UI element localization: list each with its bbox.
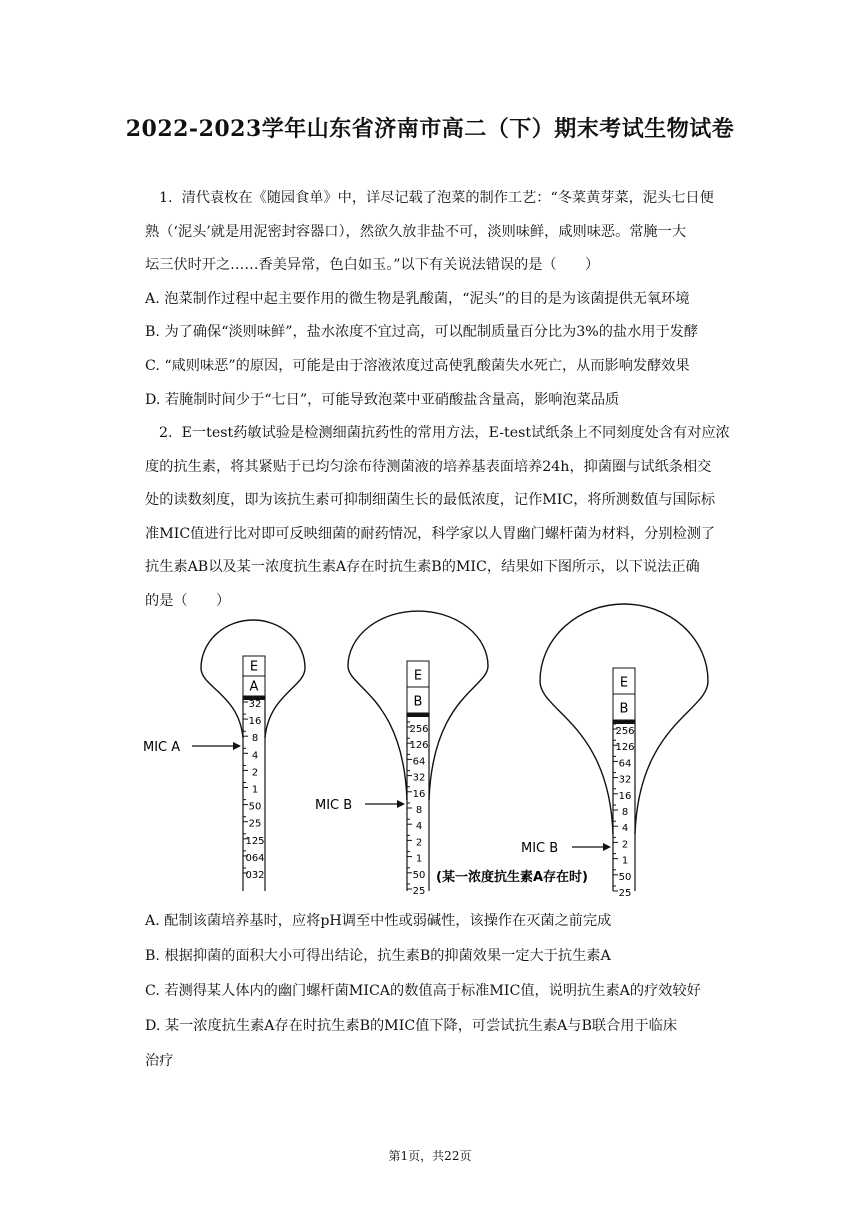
- tick-label: 2: [621, 839, 629, 851]
- option-c: C. “咸则味恶”的原因，可能是由于溶液浓度过高使乳酸菌失水死亡，从而影响发酵效果: [145, 357, 690, 374]
- strip-header-label: B: [619, 701, 629, 717]
- stem-line: E一test药敏试验是检测细菌抗药性的常用方法，E-test试纸条上不同刻度处含有对应浓: [181, 425, 730, 441]
- page-footer: 第1页，共22页: [388, 1149, 472, 1163]
- option-a: A. 泡菜制作过程中起主要作用的微生物是乳酸菌，“泥头”的目的是为该菌提供无氧环境: [145, 290, 690, 307]
- strip-header-label: E: [619, 675, 629, 691]
- tick-label: 8: [251, 733, 259, 745]
- mic-arrow-head: [603, 843, 611, 851]
- stem-line: 熟（‘泥头’就是用泥密封容器口），然欲久放非盐不可，淡则味鲜，咸则味恶。常腌一大: [145, 223, 687, 240]
- tick-label: 2: [251, 767, 259, 779]
- option-b: B. 为了确保“淡则味鲜”，盐水浓度不宜过高，可以配制质量百分比为3%的盐水用于发酵: [145, 324, 699, 341]
- tick-label: 4: [621, 823, 629, 835]
- tick-label: 256: [615, 726, 635, 737]
- stem-line: 处的读数刻度，即为该抗生素可抑制细菌生长的最低浓度，记作MIC，将所测数值与国际标: [145, 492, 716, 509]
- question-2-stem: [145, 417, 750, 619]
- tick-label: 50: [618, 871, 632, 883]
- tick-label: 126: [409, 740, 429, 752]
- tick-label: 32: [248, 699, 262, 710]
- tick-label: 25: [412, 886, 426, 896]
- mic-label: MIC A: [143, 740, 181, 755]
- mic-arrow-head: [397, 800, 405, 808]
- tick-label: 64: [618, 758, 632, 770]
- option-c: C. 若测得某人体内的幽门螺杆菌MICA的数值高于标准MIC值，说明抗生素A的疗效较好: [145, 983, 701, 999]
- tick-label: 1: [621, 855, 629, 867]
- tick-label: 50: [248, 801, 262, 813]
- tick-label: 1: [251, 784, 259, 796]
- tick-label: 16: [412, 788, 426, 800]
- tick-label: 126: [615, 742, 635, 754]
- etest-diagram: [140, 596, 740, 896]
- tick-label: 8: [621, 807, 629, 818]
- question-number: 2.: [159, 425, 173, 441]
- mic-label: MIC B: [315, 798, 353, 813]
- tick-label: 16: [248, 716, 262, 728]
- tick-label: 32: [412, 772, 426, 784]
- figure-note: (某一浓度抗生素A存在时): [436, 870, 588, 885]
- strip-divider: [407, 713, 429, 717]
- tick-label: 25: [618, 888, 632, 896]
- option-d: D. 若腌制时间少于“七日”，可能导致泡菜中亚硝酸盐含量高，影响泡菜品质: [145, 391, 620, 408]
- stem-line: 抗生素AB以及某一浓度抗生素A存在时抗生素B的MIC，结果如下图所示，以下说法正确: [145, 559, 700, 576]
- mic-label: MIC B: [521, 841, 559, 856]
- question-number: 1.: [159, 190, 173, 206]
- option-b: B. 根据抑菌的面积大小可得出结论，抗生素B的抑菌效果一定大于抗生素A: [145, 948, 611, 964]
- tick-label: 256: [409, 724, 429, 735]
- option-a: A. 配制该菌培养基时，应将pH调至中性或弱碱性，该操作在灭菌之前完成: [145, 913, 612, 929]
- tick-label: 4: [251, 750, 259, 762]
- strip-header-label: A: [249, 679, 259, 695]
- tick-label: 64: [412, 756, 426, 768]
- option-d-continued: 治疗: [145, 1053, 174, 1069]
- tick-label: 8: [415, 805, 423, 816]
- page-title: 2022-2023学年山东省济南市高二（下）期末考试生物试卷: [125, 116, 735, 142]
- tick-label: 32: [618, 774, 632, 786]
- stem-line: 准MIC值进行比对即可反映细菌的耐药情况，科学家以人胃幽门螺杆菌为材料，分别检测了: [145, 525, 716, 542]
- tick-label: 064: [245, 852, 265, 864]
- tick-label: 25: [248, 818, 262, 830]
- tick-label: 2: [415, 837, 423, 849]
- strip-header-label: E: [413, 668, 423, 684]
- stem-line: 坛三伏时开之……香美异常，色白如玉。”以下有关说法错误的是（ ）: [145, 257, 600, 274]
- stem-line: 的是（ ）: [145, 592, 231, 609]
- strip-header-label: B: [413, 694, 423, 710]
- stem-line: 清代袁枚在《随园食单》中，详尽记载了泡菜的制作工艺：“冬菜黄芽菜，泥头七日便: [181, 190, 714, 206]
- tick-label: 125: [245, 835, 265, 847]
- question-1-stem: [145, 182, 750, 417]
- mic-arrow-head: [233, 742, 241, 750]
- etest-figure: [140, 596, 740, 896]
- strip-divider: [613, 720, 635, 724]
- tick-label: 50: [412, 869, 426, 881]
- question-2-options: [145, 904, 760, 1079]
- tick-label: 032: [245, 870, 265, 881]
- tick-label: 4: [415, 821, 423, 833]
- tick-label: 16: [618, 790, 632, 802]
- tick-label: 1: [415, 853, 423, 865]
- option-d: D. 某一浓度抗生素A存在时抗生素B的MIC值下降，可尝试抗生素A与B联合用于临床: [145, 1018, 678, 1034]
- stem-line: 度的抗生素，将其紧贴于已均匀涂布待测菌液的培养基表面培养24h，抑菌圈与试纸条相交: [145, 458, 712, 475]
- strip-header-label: E: [249, 659, 259, 675]
